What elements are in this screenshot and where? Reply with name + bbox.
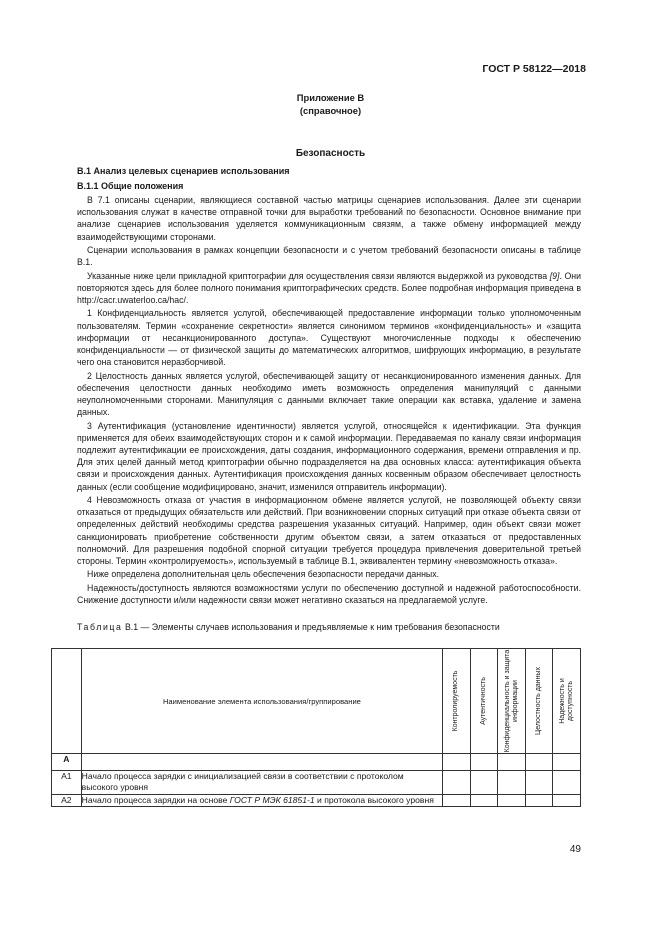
- table-cell: [525, 754, 553, 771]
- row-text: Начало процесса зарядки с инициализацией связи в соответствии с протоколом высокого уровня: [81, 771, 443, 795]
- requirements-table: [51, 648, 581, 807]
- row-text: [81, 754, 443, 771]
- paragraph-text: Указанные ниже цели прикладной криптографии для осуществления связи являются выдержкой из руководства: [87, 270, 550, 281]
- table-caption-text: В.1 — Элементы случаев использования и предъявляемые к ним требования безопасности: [122, 622, 500, 632]
- table-caption: [77, 622, 500, 632]
- column-label: Целостность данных: [535, 667, 543, 735]
- column-label: Аутентичность: [479, 677, 487, 725]
- standard-number: ГОСТ Р 58122—2018: [482, 63, 586, 75]
- table-cell: [525, 794, 553, 806]
- table-header-row: [52, 649, 581, 754]
- table-cell: [553, 771, 581, 795]
- table-cell: [470, 754, 498, 771]
- table-cell: [553, 754, 581, 771]
- paragraph-text: . Они повторяются здесь для более полного понимания криптографических средств. Более подробная информация приведена в http://cacr.uwaterloo.ca/hac/.: [77, 270, 582, 305]
- page-number: 49: [569, 844, 581, 855]
- row-id: А: [52, 754, 82, 771]
- table-cell: [498, 794, 526, 806]
- subsection-heading: В.1 Анализ целевых сценариев использования: [77, 166, 290, 176]
- table-cell: [553, 794, 581, 806]
- header-col-confidentiality: [498, 649, 526, 754]
- table-caption-label: Таблица: [77, 622, 123, 632]
- table-row: [52, 771, 581, 795]
- header-col-authenticity: [470, 649, 498, 754]
- paragraph: 3 Аутентификация (установление идентичности) является услугой, относящейся к идентификации. Эта функция применяется для обеих взаимодействующих сторон и к самой информации. Передаваемая по каналу связи информация подлежит аутентификации ее происхождения, даты создания, информационного содержания, времени отправления и пр. Для этих целей данный метод криптографии обычно подразделяется на два основных класса: аутентификация объекта связи и происхождения данных. Аутентификация происхождения данных косвенным образом обеспечивает целостность данных (если сообщение модифицировано, значит, изменился отправитель информации).: [77, 420, 581, 492]
- table-cell: [525, 771, 553, 795]
- header-col-reliability: [553, 649, 581, 754]
- table-cell: [498, 771, 526, 795]
- reference: [9]: [549, 270, 560, 281]
- table-cell: [470, 771, 498, 795]
- row-text-part: и протокола высокого уровня: [314, 794, 434, 805]
- paragraph: 4 Невозможность отказа от участия в информационном обмене является услугой, не позволяющей объекту связи отказаться от предыдущих обязательств или действий. При возникновении спорных ситуаций при отказе объекта связи от определенных действий необходимы средства разрешения указанных ситуаций. Например, один объект связи может санкционировать приобретение собственности другим объектом связи, а затем отказаться от предоставленных полномочий. Для разрешения подобной спорной ситуации требуется процедура привлечения доверительной третьей стороны. Термин «контролируемость», используемый в таблице В.1, эквивалентен термину «невозможность отказа».: [77, 495, 581, 567]
- body-text: [77, 194, 581, 607]
- column-label: Контролируемость: [452, 670, 460, 732]
- table-cell: [443, 771, 471, 795]
- row-text-part: Начало процесса зарядки на основе: [81, 794, 230, 805]
- section-title: Безопасность: [295, 148, 366, 159]
- column-label: Надежность и доступность: [558, 678, 574, 724]
- annex-title: Приложение В: [296, 92, 365, 103]
- row-id: А2: [52, 794, 82, 806]
- table-cell: [498, 754, 526, 771]
- paragraph: [77, 270, 581, 307]
- subsubsection-heading: В.1.1 Общие положения: [77, 181, 184, 191]
- table-row: [52, 754, 581, 771]
- annex-subtitle: (справочное): [299, 105, 362, 116]
- table-cell: [470, 794, 498, 806]
- table-row: [52, 794, 581, 806]
- paragraph: 1 Конфиденциальность является услугой, обеспечивающей предоставление информации только уполномоченным пользователям. Термин «сохранение секретности» является синонимом терминов «конфиденциальность» и «защита информации от несанкционированного доступа». Существуют многочисленные подходы к обеспечению конфиденциальности — от физической защиты до математических алгоритмов, шифрующих информацию, в результате чего она становится неразборчивой.: [77, 308, 581, 368]
- paragraph: Ниже определена дополнительная цель обеспечения безопасности передачи данных.: [87, 569, 440, 580]
- paragraph: 2 Целостность данных является услугой, обеспечивающей защиту от несанкционированного изменения данных. Для обеспечения целостности данных необходимо иметь возможность определения манипуляций с данными неуполномоченными сторонами. Манипуляция с данными включает такие операции как вставка, удаление и замена данных.: [77, 370, 581, 418]
- paragraph: В 7.1 описаны сценарии, являющиеся составной частью матрицы сценариев использования. Далее эти сценарии использования служат в качестве отправной точки для выработки требований по безопасности. Основное внимание при анализе сценариев использования уделяется коммуникационным связям, а также обмену информацией между взаимодействующими сторонами.: [77, 195, 581, 242]
- row-id: А1: [52, 771, 82, 795]
- row-text: [81, 794, 443, 806]
- header-col-controllability: [443, 649, 471, 754]
- column-label: Конфиденциальность и защита информации: [503, 649, 519, 753]
- header-number-cell: [52, 649, 82, 754]
- header-col-integrity: [525, 649, 553, 754]
- standard-reference: ГОСТ Р МЭК 61851-1: [229, 794, 315, 805]
- table-cell: [443, 754, 471, 771]
- paragraph: Сценарии использования в рамках концепции безопасности и с учетом требований безопасности описаны в таблице В.1.: [77, 245, 581, 268]
- paragraph: Надежность/доступность являются возможностями услуги по обеспечению доступной и надежной работоспособности. Снижение доступности и/или надежности связи может негативно сказаться на предлагаемой услуге.: [77, 582, 581, 605]
- header-name-cell: Наименование элемента использования/группирование: [81, 649, 443, 754]
- table-cell: [443, 794, 471, 806]
